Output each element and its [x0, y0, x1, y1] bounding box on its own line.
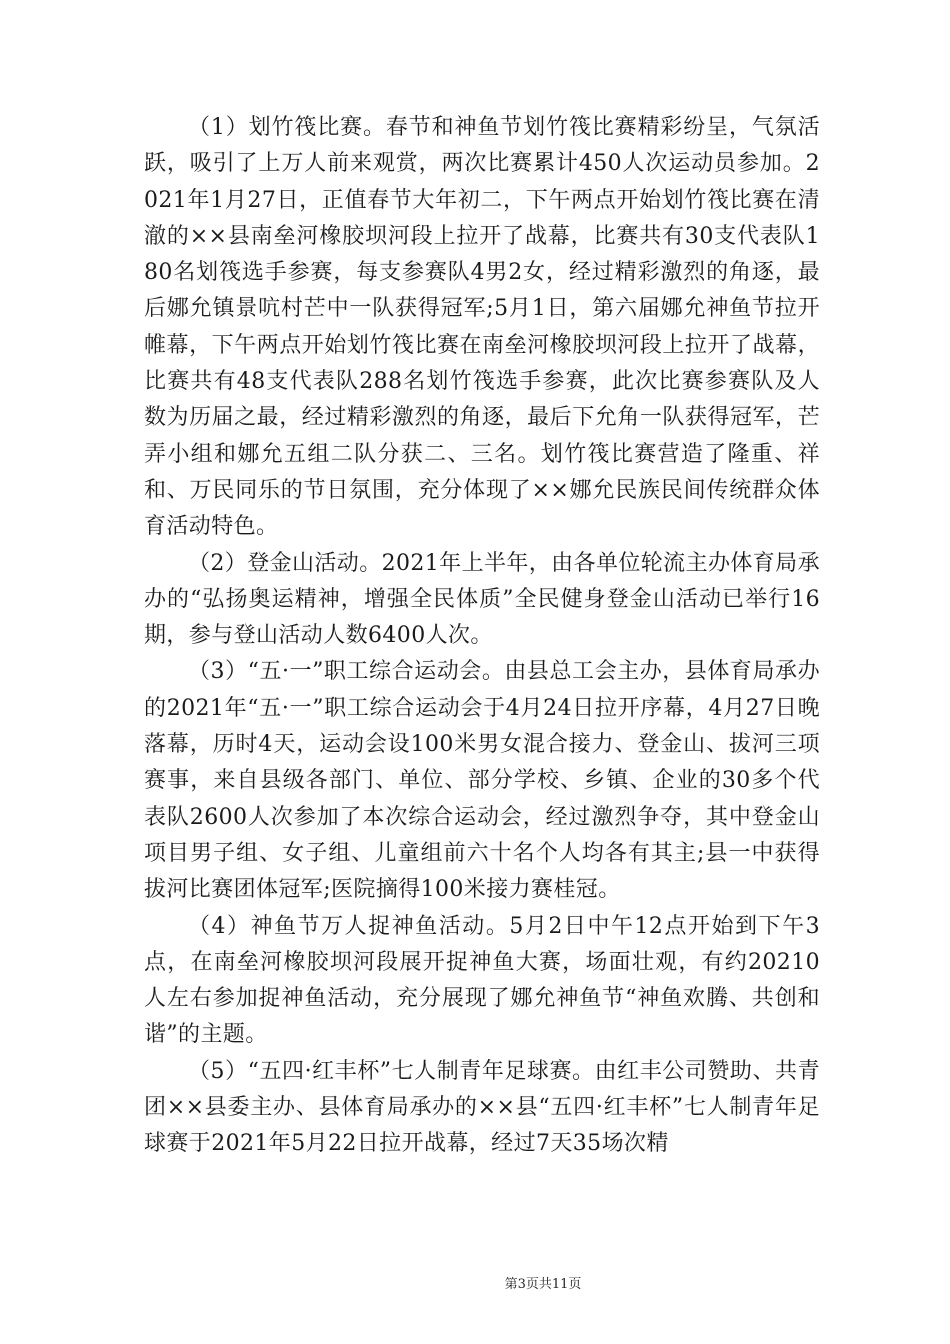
paragraph-may-day-games: （3）“五·一”职工综合运动会。由县总工会主办，县体育局承办的2021年“五·一”职工综合运动会于4月24日拉开序幕，4月27日晚落幕，历时4天，运动会设100米男女混合接力、登金山、拔河三项赛事，来自县级各部门、单位、部分学校、乡镇、企业的30多个代表队2600人次参加了本次综合运动会，经过激烈争夺，其中登金山项目男子组、女子组、儿童组前六十名个人均各有其主;县一中获得拔河比赛团体冠军;医院摘得100米接力赛桂冠。 [144, 659, 820, 903]
page-number-footer: 第3页共11页 [504, 1277, 582, 1292]
paragraph-youth-football: （5）“五四·红丰杯”七人制青年足球赛。由红丰公司赞助、共青团××县委主办、县体育局承办的××县“五四·红丰杯”七人制青年足球赛于2021年5月22日拉开战幕，经过7天35场次精 [144, 1058, 820, 1157]
paragraph-fish-catching: （4）神鱼节万人捉神鱼活动。5月2日中午12点开始到下午3点，在南垒河橡胶坝河段展开捉神鱼大赛，场面壮观，有约20210人左右参加捉神鱼活动，充分展现了娜允神鱼节“神鱼欢腾、共创和谐”的主题。 [144, 913, 820, 1048]
document-body [144, 110, 820, 1163]
paragraph-golden-mountain-climb: （2）登金山活动。2021年上半年，由各单位轮流主办体育局承办的“弘扬奥运精神，增强全民体质”全民健身登金山活动已举行16期，参与登山活动人数6400人次。 [144, 550, 820, 649]
paragraph-bamboo-raft-race: （1）划竹筏比赛。春节和神鱼节划竹筏比赛精彩纷呈，气氛活跃，吸引了上万人前来观赏，两次比赛累计450人次运动员参加。2021年1月27日，正值春节大年初二，下午两点开始划竹筏比赛在清澈的××县南垒河橡胶坝河段上拉开了战幕，比赛共有30支代表队180名划筏选手参赛，每支参赛队4男2女，经过精彩激烈的角逐，最后娜允镇景吭村芒中一队获得冠军;5月1日，第六届娜允神鱼节拉开帷幕，下午两点开始划竹筏比赛在南垒河橡胶坝河段上拉开了战幕，比赛共有48支代表队288名划竹筏选手参赛，此次比赛参赛队及人数为历届之最，经过精彩激烈的角逐，最后下允角一队获得冠军，芒弄小组和娜允五组二队分获二、三名。划竹筏比赛营造了隆重、祥和、万民同乐的节日氛围，充分体现了××娜允民族民间传统群众体育活动特色。 [144, 115, 820, 540]
